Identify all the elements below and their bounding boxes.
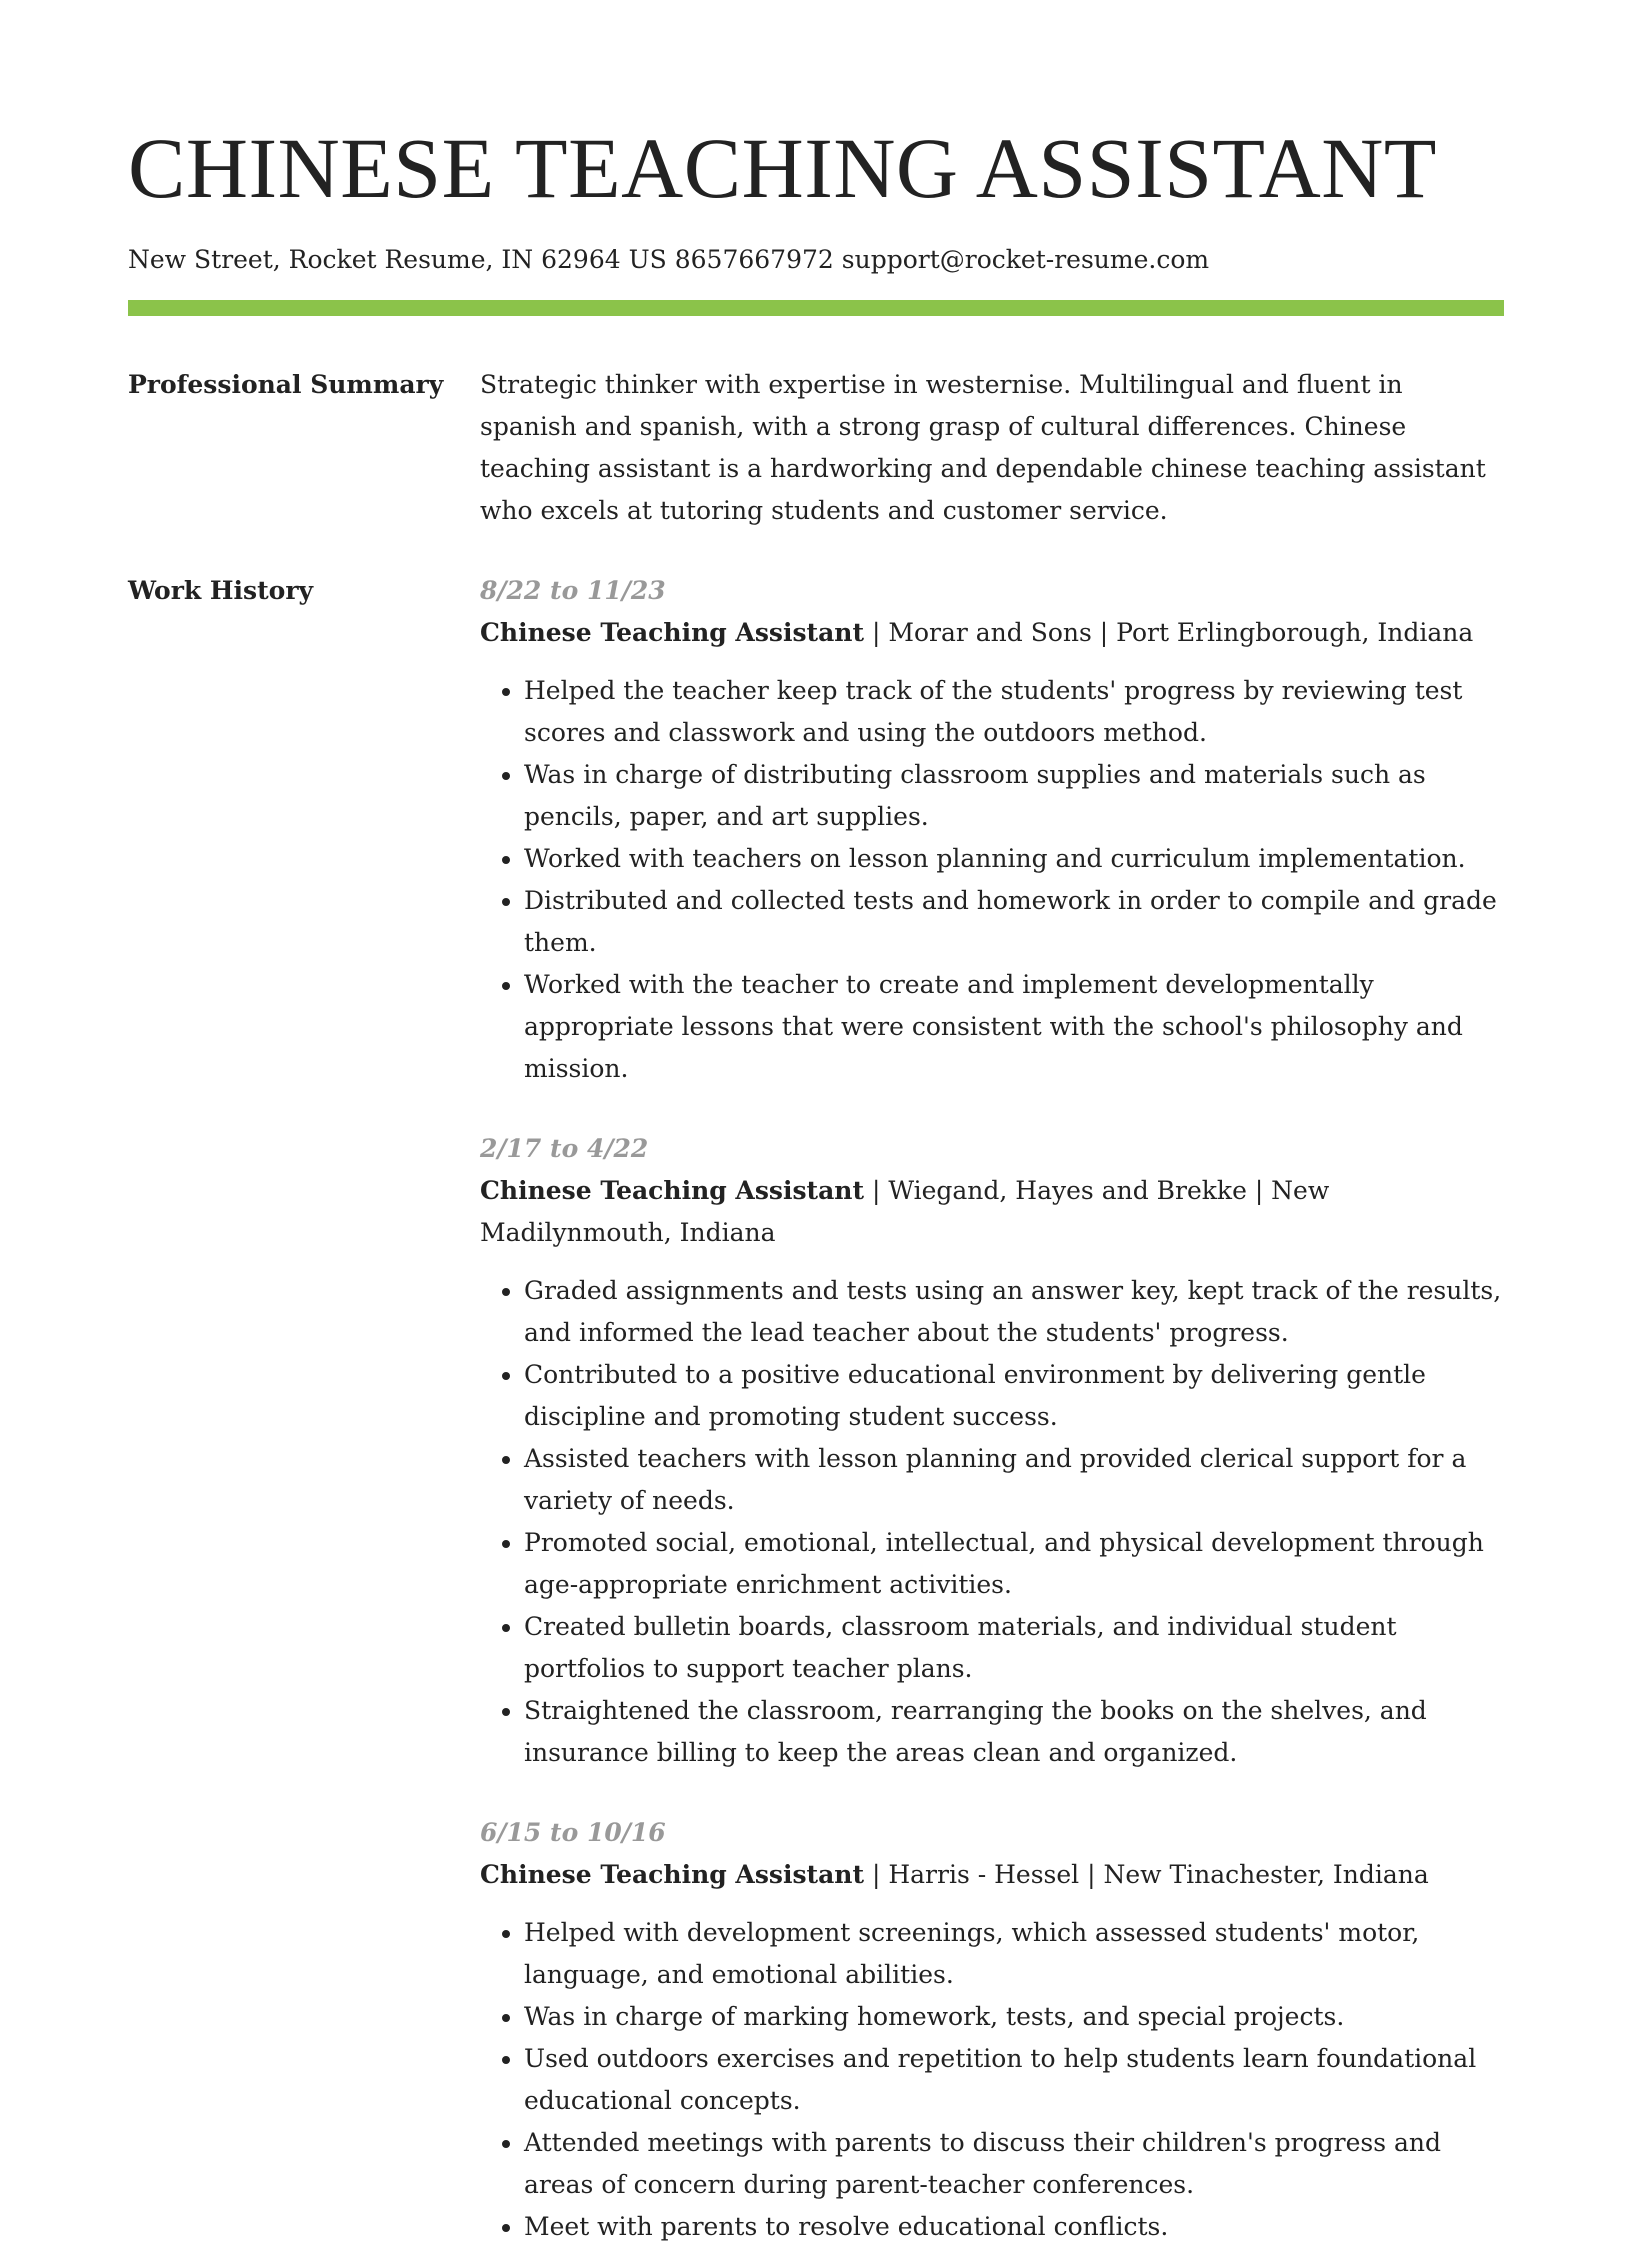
job-title: Chinese Teaching Assistant <box>480 1860 865 1889</box>
job-details: | Harris - Hessel | New Tinachester, Indiana <box>864 1860 1429 1889</box>
contact-email: support@rocket-resume.com <box>841 245 1210 274</box>
job-bullet: • Helped the teacher keep track of the students' progress by reviewing test scores and classwork and using the outdoors method. <box>524 670 1504 754</box>
job-entry <box>480 1128 1504 1774</box>
job-bullet: • Worked with teachers on lesson planning and curriculum implementation. <box>524 838 1504 880</box>
job-title: Chinese Teaching Assistant <box>480 1176 865 1205</box>
job-dates: 8/22 to 11/23 <box>480 576 666 605</box>
job-title: Chinese Teaching Assistant <box>480 618 865 647</box>
contact-line <box>128 244 1504 276</box>
work-history-heading: Work History <box>128 576 314 605</box>
job-bullet: • Graded assignments and tests using an answer key, kept track of the results, and informed the lead teacher about the students' progress. <box>524 1270 1504 1354</box>
work-history-list <box>480 570 1504 2248</box>
job-details: | Wiegand, Hayes and Brekke | New Madilynmouth, Indiana <box>480 1176 1330 1247</box>
resume-name: CHINESE TEACHING ASSISTANT <box>128 120 1437 216</box>
job-bullet: • Promoted social, emotional, intellectual, and physical development through age-appropriate enrichment activities. <box>524 1522 1504 1606</box>
job-title-line <box>480 1170 1504 1254</box>
job-bullet: • Helped with development screenings, which assessed students' motor, language, and emotional abilities. <box>524 1912 1504 1996</box>
contact-address: New Street, Rocket Resume, IN 62964 US <box>128 245 667 274</box>
job-dates: 6/15 to 10/16 <box>480 1818 666 1847</box>
job-bullet: • Attended meetings with parents to discuss their children's progress and areas of concern during parent-teacher conferences. <box>524 2122 1504 2206</box>
job-bullet: • Used outdoors exercises and repetition to help students learn foundational educational concepts. <box>524 2038 1504 2122</box>
job-bullet: • Worked with the teacher to create and implement developmentally appropriate lessons that were consistent with the school's philosophy and mission. <box>524 964 1504 1090</box>
job-bullet: • Contributed to a positive educational environment by delivering gentle discipline and promoting student success. <box>524 1354 1504 1438</box>
job-bullets <box>480 1912 1504 2248</box>
job-bullets <box>480 1270 1504 1774</box>
job-entry <box>480 570 1504 1090</box>
header-divider <box>128 300 1504 316</box>
job-details: | Morar and Sons | Port Erlingborough, Indiana <box>864 618 1474 647</box>
job-title-line <box>480 1854 1504 1896</box>
job-bullet: • Was in charge of distributing classroom supplies and materials such as pencils, paper, and art supplies. <box>524 754 1504 838</box>
job-title-line <box>480 612 1504 654</box>
summary-text: Strategic thinker with expertise in westernise. Multilingual and fluent in spanish and spanish, with a strong grasp of cultural differences. Chinese teaching assistant is a hardworking and dependable chinese teaching assistant who excels at tutoring students and customer service. <box>480 370 1486 525</box>
job-bullets <box>480 670 1504 1090</box>
contact-phone: 8657667972 <box>674 245 834 274</box>
job-bullet: • Straightened the classroom, rearranging the books on the shelves, and insurance billing to keep the areas clean and organized. <box>524 1690 1504 1774</box>
job-bullet: • Assisted teachers with lesson planning and provided clerical support for a variety of needs. <box>524 1438 1504 1522</box>
summary-heading: Professional Summary <box>128 370 444 399</box>
work-history-section <box>128 570 1504 2248</box>
job-dates: 2/17 to 4/22 <box>480 1134 649 1163</box>
job-bullet: • Created bulletin boards, classroom materials, and individual student portfolios to support teacher plans. <box>524 1606 1504 1690</box>
job-bullet: • Distributed and collected tests and homework in order to compile and grade them. <box>524 880 1504 964</box>
job-bullet: • Meet with parents to resolve educational conflicts. <box>524 2206 1504 2248</box>
job-entry <box>480 1812 1504 2248</box>
job-bullet: • Was in charge of marking homework, tests, and special projects. <box>524 1996 1504 2038</box>
summary-section <box>128 364 1504 532</box>
resume-page <box>128 0 1504 2248</box>
